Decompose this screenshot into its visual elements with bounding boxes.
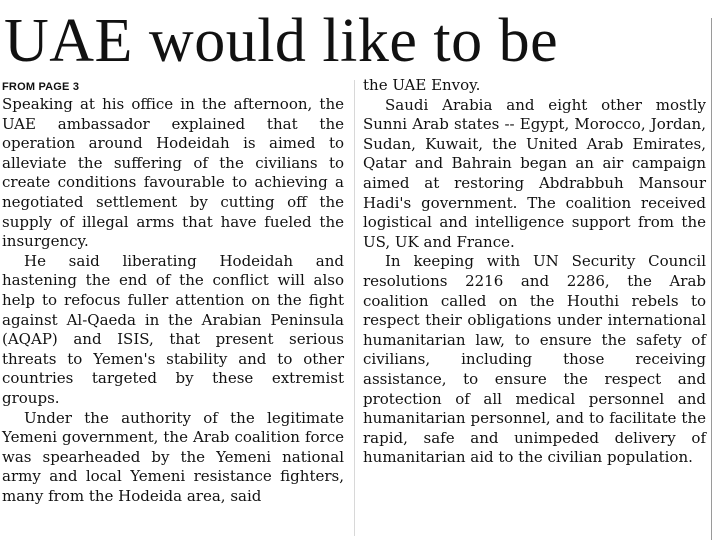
right-column bbox=[363, 76, 706, 468]
kicker: FROM PAGE 3 bbox=[2, 81, 80, 93]
paragraph: He said liberating Hodeidah and hastening the end of the conflict will also help to refocus fuller attention on the fight against Al-Qaeda in the Arabian Peninsula (AQAP) and ISIS, that present serious threats to Yemen's stability and to other countries targeted by these extremist groups. bbox=[2, 251, 344, 407]
paragraph: Saudi Arabia and eight other mostly Sunni Arab states -- Egypt, Morocco, Jordan, Sudan, Kuwait, the United Arab Emirates, Qatar and Bahrain began an air campaign aimed at restoring Abdrabbuh Mansour Hadi's government. The coalition received logistical and intelligence support from the US, UK and France. bbox=[363, 95, 706, 251]
paragraph: the UAE Envoy. bbox=[363, 76, 481, 94]
left-column bbox=[2, 76, 344, 506]
paragraph: Under the authority of the legitimate Yemeni government, the Arab coalition force was spearheaded by the Yemeni national army and local Yemeni resistance fighters, many from the Hodeida area, said bbox=[2, 408, 344, 505]
column-divider bbox=[354, 80, 355, 536]
headline: UAE would like to be bbox=[4, 7, 559, 75]
paragraph: In keeping with UN Security Council resolutions 2216 and 2286, the Arab coalition called on the Houthi rebels to respect their obligations under international humanitarian law, to ensure the safety of civilians, including those receiving assistance, to ensure the respect and protection of all medical personnel and humanitarian personnel, and to facilitate the rapid, safe and unimpeded delivery of humanitarian aid to the civilian population. bbox=[363, 252, 706, 467]
paragraph: Speaking at his office in the afternoon, the UAE ambassador explained that the operation around Hodeidah is aimed to alleviate the suffering of the civilians to create conditions favourable to achieving a negotiated settlement by cutting off the supply of illegal arms that have fueled the insurgency. bbox=[2, 95, 344, 251]
column-rule bbox=[711, 18, 712, 540]
